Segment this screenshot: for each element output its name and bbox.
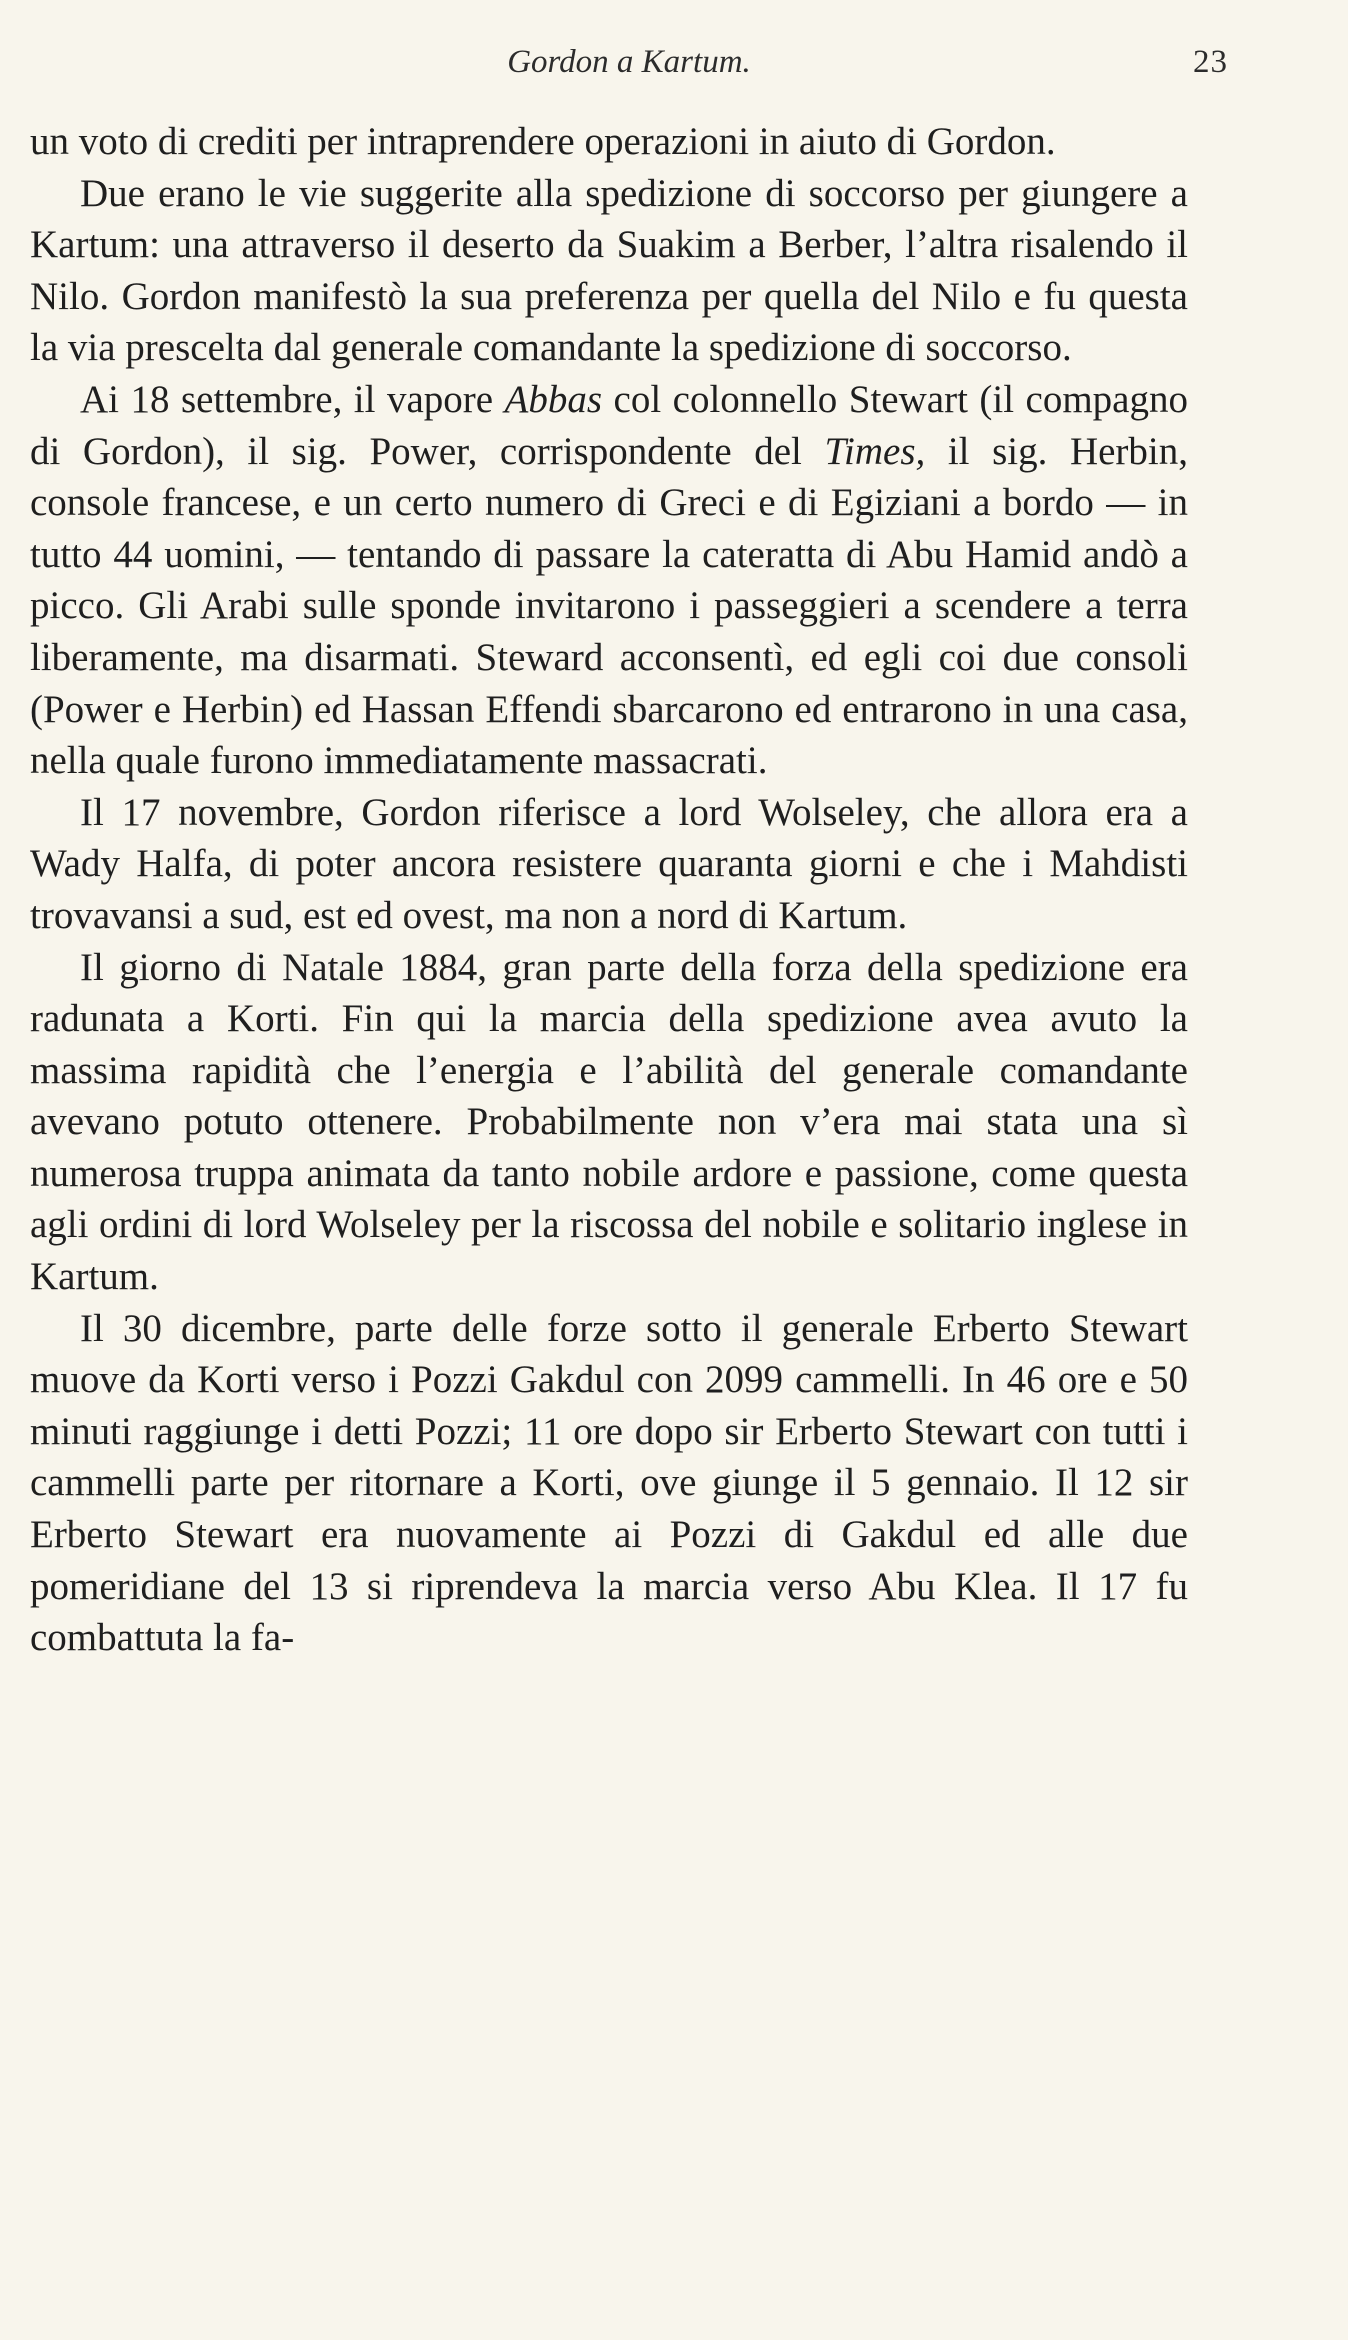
- newspaper-name-italic: Times,: [824, 429, 926, 473]
- paragraph: Due erano le vie suggerite alla spedizione di soccorso per giungere a Kartum: una attraverso il deserto da Suakim a Berber, l’altra risalendo il Nilo. Gordon manifestò la sua preferenza per quella del Nilo e fu questa la via prescelta dal generale comandante la spedizione di soccorso.: [30, 171, 1188, 370]
- paragraph: Il 30 dicembre, parte delle forze sotto il generale Erberto Stewart muove da Korti verso i Pozzi Gakdul con 2099 cammelli. In 46 ore e 50 minuti raggiunge i detti Pozzi; 11 ore dopo sir Erberto Stewart con tutti i cammelli parte per ritornare a Korti, ove giunge il 5 gennaio. Il 12 sir Erberto Stewart era nuovamente ai Pozzi di Gakdul ed alle due pomeridiane del 13 si riprendeva la marcia verso Abu Klea. Il 17 fu combattuta la fa-: [30, 1306, 1188, 1660]
- paragraph: Il giorno di Natale 1884, gran parte della forza della spedizione era radunata a Korti. Fin qui la marcia della spedizione avea avuto la massima rapidità che l’energia e l’abilità del generale comandante avevano potuto ottenere. Probabilmente non v’era mai stata una sì numerosa truppa animata da tanto nobile ardore e passione, come questa agli ordini di lord Wolseley per la riscossa del nobile e solitario inglese in Kartum.: [30, 945, 1188, 1299]
- body-text: [30, 116, 1188, 1664]
- paragraph: Il 17 novembre, Gordon riferisce a lord Wolseley, che allora era a Wady Halfa, di poter ancora resistere quaranta giorni e che i Mahdisti trovavansi a sud, est ed ovest, ma non a nord di Kartum.: [30, 790, 1188, 937]
- paragraph: Ai 18 settembre, il vapore Abbas col colonnello Stewart (il compagno di Gordon), il sig. Power, corrispondente del Times, il sig. Herbin, console francese, e un certo numero di Greci e di Egiziani a bordo — in tutto 44 uomini, — tentando di passare la cateratta di Abu Hamid andò a picco. Gli Arabi sulle sponde invitarono i passeggieri a scendere a terra liberamente, ma disarmati. Steward acconsentì, ed egli coi due consoli (Power e Herbin) ed Hassan Effendi sbarcarono ed entrarono in una casa, nella quale furono immediatamente massacrati.: [30, 377, 1188, 783]
- paragraph-continued: un voto di crediti per intraprendere operazioni in aiuto di Gordon.: [30, 120, 1056, 163]
- page-number: 23: [1193, 44, 1228, 80]
- running-head: [30, 44, 1228, 84]
- running-title: Gordon a Kartum.: [507, 44, 751, 80]
- ship-name-italic: Abbas: [504, 377, 603, 421]
